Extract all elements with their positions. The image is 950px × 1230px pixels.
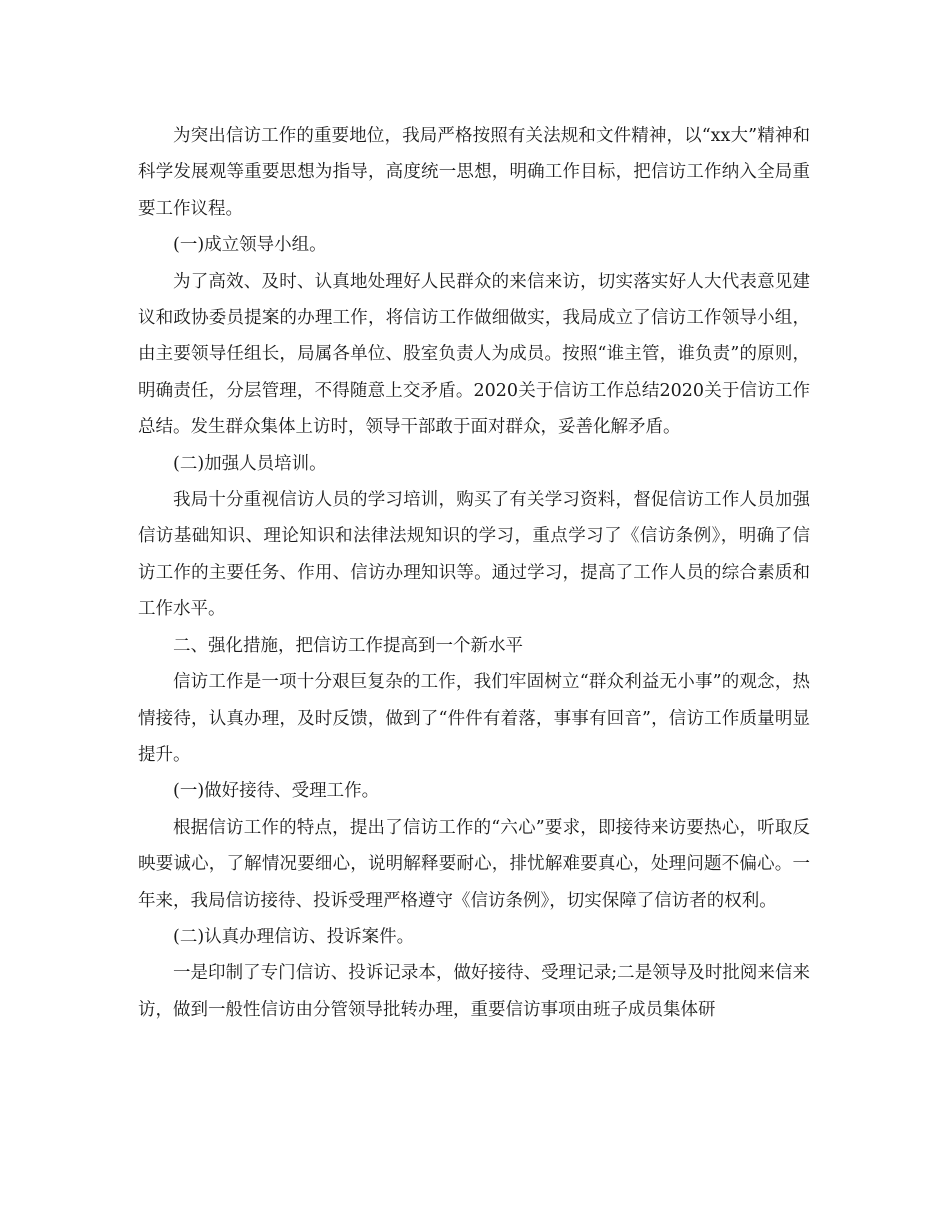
section-heading-measures: 二、强化措施，把信访工作提高到一个新水平 bbox=[173, 635, 523, 656]
paragraph-case-handling: 一是印制了专门信访、投诉记录本，做好接待、受理记录;二是领导及时批阅来信来访，做到一般性信访由分管领导批转办理，重要信访事项由班子成员集体研 bbox=[138, 963, 810, 1020]
section-heading-reception: (一)做好接待、受理工作。 bbox=[173, 781, 380, 802]
section-heading-leadership-group: (一)成立领导小组。 bbox=[173, 235, 327, 256]
section-heading-case-handling: (二)认真办理信访、投诉案件。 bbox=[173, 926, 415, 947]
paragraph-leadership-group: 为了高效、及时、认真地处理好人民群众的来信来访，切实落实好人大代表意见建议和政协委员提案的办理工作，将信访工作做细做实，我局成立了信访工作领导小组，由主要领导任组长，局属各单位、股室负责人为成员。按照“谁主管，谁负责”的原则，明确责任，分层管理，不得随意上交矛盾。2020关于信访工作总结2020关于信访工作总结。发生群众集体上访时，领导干部敢于面对群众，妥善化解矛盾。 bbox=[138, 271, 810, 438]
paragraph-intro: 为突出信访工作的重要地位，我局严格按照有关法规和文件精神，以“xx大”精神和科学发展观等重要思想为指导，高度统一思想，明确工作目标，把信访工作纳入全局重要工作议程。 bbox=[138, 126, 810, 219]
document-body bbox=[138, 118, 810, 1028]
section-heading-training: (二)加强人员培训。 bbox=[173, 453, 327, 474]
paragraph-reception: 根据信访工作的特点，提出了信访工作的“六心”要求，即接待来访要热心，听取反映要诚心，了解情况要细心，说明解释要耐心，排忧解难要真心，处理问题不偏心。一年来，我局信访接待、投诉受理严格遵守《信访条例》，切实保障了信访者的权利。 bbox=[138, 817, 810, 911]
paragraph-training: 我局十分重视信访人员的学习培训，购买了有关学习资料，督促信访工作人员加强信访基础知识、理论知识和法律法规知识的学习，重点学习了《信访条例》，明确了信访工作的主要任务、作用、信访办理知识等。通过学习，提高了工作人员的综合素质和工作水平。 bbox=[138, 490, 810, 620]
paragraph-measures: 信访工作是一项十分艰巨复杂的工作，我们牢固树立“群众利益无小事”的观念，热情接待，认真办理，及时反馈，做到了“件件有着落，事事有回音”，信访工作质量明显提升。 bbox=[138, 672, 810, 765]
